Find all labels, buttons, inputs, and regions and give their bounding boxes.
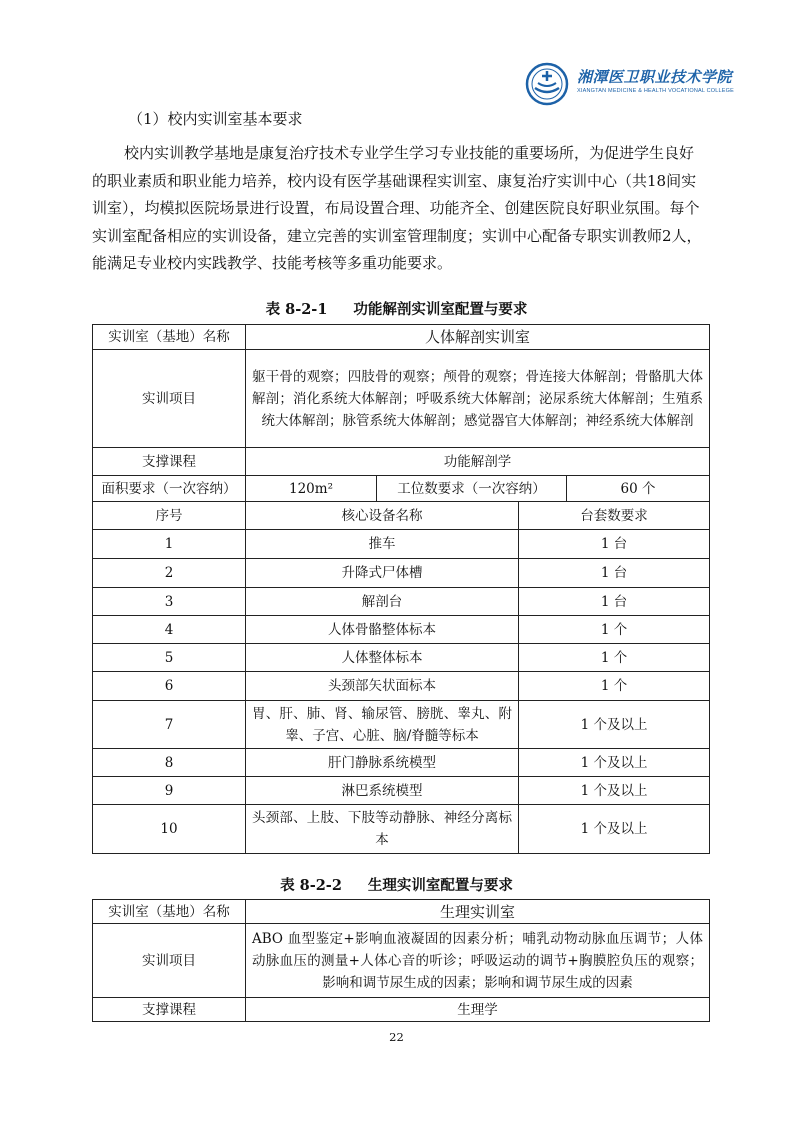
table2-caption-title: 生理实训室配置与要求 xyxy=(367,877,513,894)
table1-course-row xyxy=(93,448,710,476)
table1-row-qty: 1 个及以上 xyxy=(519,777,710,805)
table-row xyxy=(93,644,710,672)
table2-course-label: 支撑课程 xyxy=(93,998,246,1022)
table1-caption-title: 功能解剖实训室配置与要求 xyxy=(353,301,528,318)
intro-paragraph xyxy=(92,140,708,278)
table1-area-row xyxy=(93,476,710,502)
table1-course-value: 功能解剖学 xyxy=(246,448,710,476)
table1-row-name: 升降式尸体槽 xyxy=(246,559,519,588)
table1-row-no: 5 xyxy=(93,644,246,672)
section-title: （1）校内实训室基本要求 xyxy=(128,110,303,128)
table1-row-no: 10 xyxy=(93,805,246,854)
table-row xyxy=(93,701,710,749)
table1-room-value: 人体解剖实训室 xyxy=(246,325,710,350)
table1-row-name: 解剖台 xyxy=(246,588,519,616)
table1-row-qty: 1 个 xyxy=(519,644,710,672)
table1 xyxy=(92,324,710,854)
table1-room-label: 实训室（基地）名称 xyxy=(93,325,246,350)
table1-row-qty: 1 个 xyxy=(519,672,710,701)
table1-stations-value: 60 个 xyxy=(567,476,710,502)
table1-row-qty: 1 个及以上 xyxy=(519,749,710,777)
table2-caption xyxy=(0,874,793,895)
college-logo-english: XIANGTAN MEDICINE & HEALTH VOCATIONAL COLLEGE xyxy=(577,88,735,94)
table1-row-name: 人体骨骼整体标本 xyxy=(246,616,519,644)
table-row xyxy=(93,588,710,616)
table2-project-value: ABO 血型鉴定+影响血液凝固的因素分析；哺乳动物动脉血压调节；人体动脉血压的测量+人体心音的听诊；呼吸运动的调节+胸膜腔负压的观察；影响和调节尿生成的因素；影响和调节尿生成的因素 xyxy=(246,924,710,998)
table1-project-label: 实训项目 xyxy=(93,350,246,448)
table1-header-row xyxy=(93,502,710,530)
table1-stations-label: 工位数要求（一次容纳） xyxy=(377,476,567,502)
college-emblem-icon xyxy=(525,62,569,106)
table1-row-qty: 1 台 xyxy=(519,559,710,588)
table1-row-no: 2 xyxy=(93,559,246,588)
table-row xyxy=(93,672,710,701)
table1-row-no: 1 xyxy=(93,530,246,559)
table1-row-name: 推车 xyxy=(246,530,519,559)
table-row xyxy=(93,749,710,777)
table1-col-qty: 台套数要求 xyxy=(519,502,710,530)
table1-caption xyxy=(0,298,793,319)
table2-course-row xyxy=(93,998,710,1022)
table1-row-name: 头颈部、上肢、下肢等动静脉、神经分离标本 xyxy=(246,805,519,854)
table-row xyxy=(93,616,710,644)
table2-project-label: 实训项目 xyxy=(93,924,246,998)
table-row xyxy=(93,777,710,805)
table1-project-value: 躯干骨的观察；四肢骨的观察；颅骨的观察；骨连接大体解剖；骨骼肌大体解剖；消化系统大体解剖；呼吸系统大体解剖；泌尿系统大体解剖；生殖系统大体解剖；脉管系统大体解剖；感觉器官大体解剖；神经系统大体解剖 xyxy=(246,350,710,448)
table1-room-row xyxy=(93,325,710,350)
table2-room-row xyxy=(93,900,710,924)
table2 xyxy=(92,899,710,1022)
table1-caption-number: 表 8-2-1 xyxy=(265,301,328,318)
table1-row-no: 3 xyxy=(93,588,246,616)
table1-row-qty: 1 个及以上 xyxy=(519,805,710,854)
table1-col-no: 序号 xyxy=(93,502,246,530)
table1-row-qty: 1 个 xyxy=(519,616,710,644)
table1-project-row xyxy=(93,350,710,448)
college-logo xyxy=(525,60,735,108)
page-number: 22 xyxy=(389,1030,404,1044)
table1-row-qty: 1 台 xyxy=(519,588,710,616)
table2-room-label: 实训室（基地）名称 xyxy=(93,900,246,924)
table1-area-value: 120m² xyxy=(246,476,377,502)
table1-row-no: 9 xyxy=(93,777,246,805)
table1-row-name: 胃、肝、肺、肾、输尿管、膀胱、睾丸、附睾、子宫、心脏、脑/脊髓等标本 xyxy=(246,701,519,749)
table1-row-qty: 1 台 xyxy=(519,530,710,559)
table1-row-no: 8 xyxy=(93,749,246,777)
table1-row-name: 头颈部矢状面标本 xyxy=(246,672,519,701)
table1-area-label: 面积要求（一次容纳） xyxy=(93,476,246,502)
college-logo-name: 湘潭医卫职业技术学院 xyxy=(577,68,733,86)
table1-row-qty: 1 个及以上 xyxy=(519,701,710,749)
table1-row-no: 7 xyxy=(93,701,246,749)
table1-col-name: 核心设备名称 xyxy=(246,502,519,530)
intro-paragraph-text: 校内实训教学基地是康复治疗技术专业学生学习专业技能的重要场所，为促进学生良好的职业素质和职业能力培养，校内设有医学基础课程实训室、康复治疗实训中心（共18间实训室），均模拟医院场景进行设置，布局设置合理、功能齐全、创建医院良好职业氛围。每个实训室配备相应的实训设备，建立完善的实训室管理制度；实训中心配备专职实训教师2人，能满足专业校内实践教学、技能考核等多重功能要求。 xyxy=(92,144,702,273)
table-row xyxy=(93,559,710,588)
table-row xyxy=(93,805,710,854)
table2-caption-number: 表 8-2-2 xyxy=(280,877,342,894)
table1-row-no: 4 xyxy=(93,616,246,644)
table2-project-row xyxy=(93,924,710,998)
table1-row-name: 淋巴系统模型 xyxy=(246,777,519,805)
table1-row-no: 6 xyxy=(93,672,246,701)
table1-row-name: 肝门静脉系统模型 xyxy=(246,749,519,777)
table1-course-label: 支撑课程 xyxy=(93,448,246,476)
table2-course-value: 生理学 xyxy=(246,998,710,1022)
table-row xyxy=(93,530,710,559)
table1-row-name: 人体整体标本 xyxy=(246,644,519,672)
table2-room-value: 生理实训室 xyxy=(246,900,710,924)
